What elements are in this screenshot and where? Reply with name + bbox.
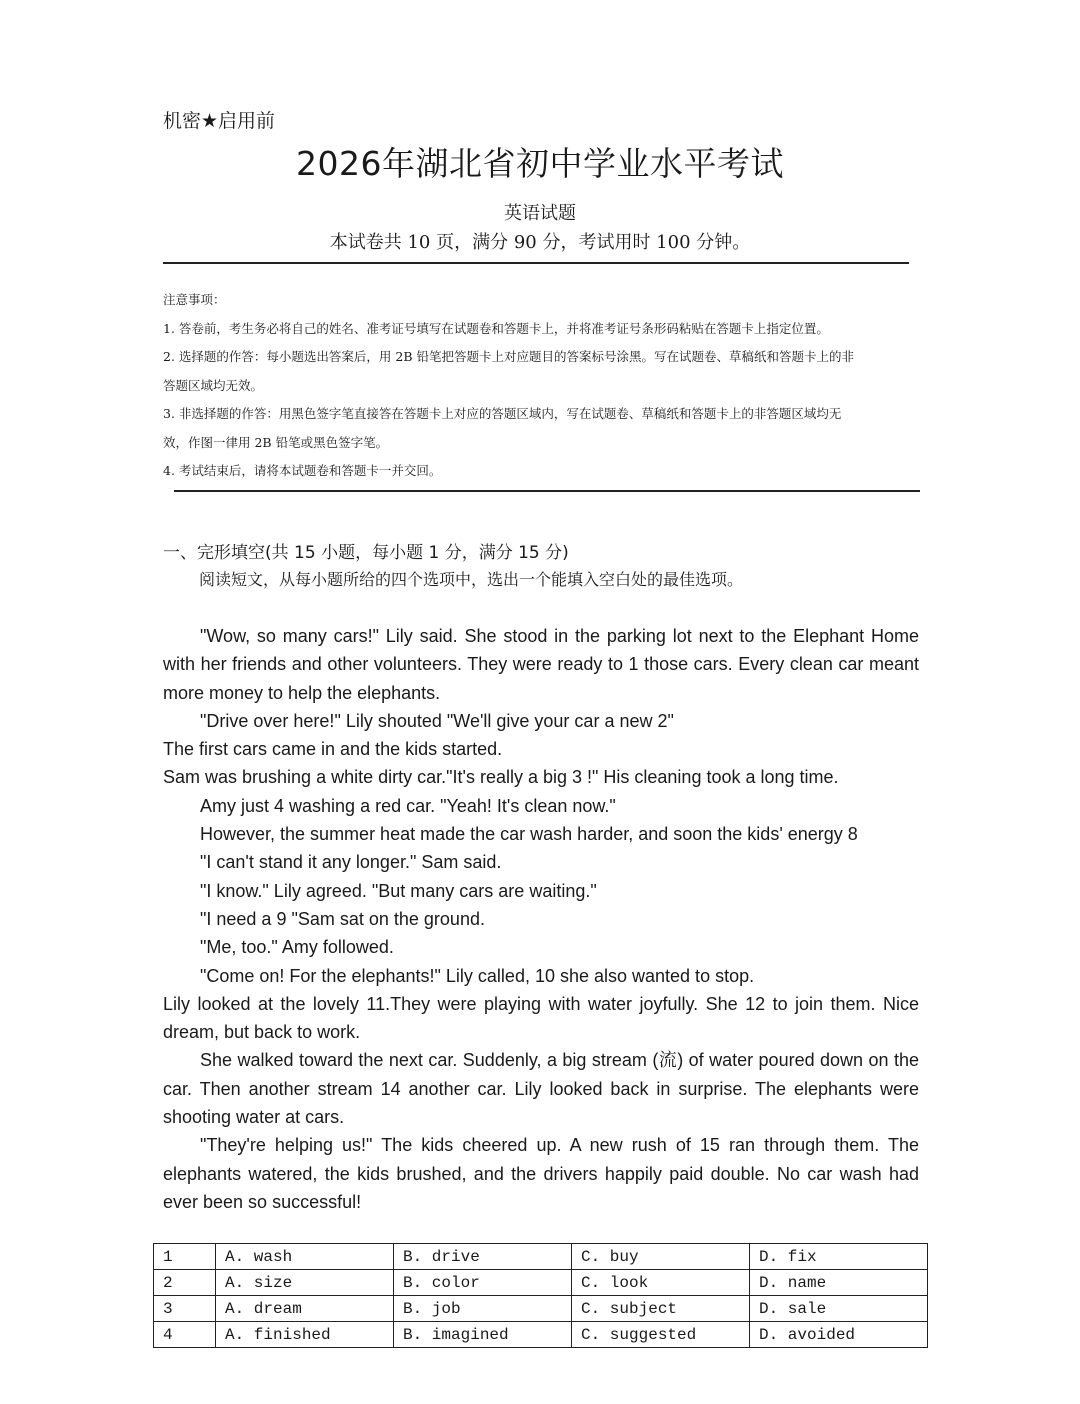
table-row — [154, 1270, 928, 1296]
section-instruction: 阅读短文，从每小题所给的四个选项中，选出一个能填入空白处的最佳选项。 — [199, 570, 744, 589]
option-a: A. dream — [216, 1296, 394, 1322]
options-table — [153, 1243, 928, 1348]
notice-line: 效，作图一律用 2B 铅笔或黑色签字笔。 — [163, 434, 389, 450]
option-d: D. fix — [750, 1244, 928, 1270]
passage-paragraph: Lily looked at the lovely 11.They were playing with water joyfully. She 12 to join them. Nice dream, but back to work. — [163, 993, 919, 1043]
option-d: D. sale — [750, 1296, 928, 1322]
exam-subject: 英语试题 — [504, 203, 576, 224]
divider-top — [163, 262, 909, 264]
passage-paragraph: Amy just 4 washing a red car. "Yeah! It's clean now." — [200, 795, 616, 816]
divider-bottom — [174, 490, 920, 492]
option-b: B. job — [394, 1296, 572, 1322]
option-a: A. finished — [216, 1322, 394, 1348]
exam-info: 本试卷共 10 页，满分 90 分，考试用时 100 分钟。 — [329, 232, 751, 253]
table-row — [154, 1322, 928, 1348]
passage-paragraph: "Come on! For the elephants!" Lily called, 10 she also wanted to stop. — [200, 965, 755, 986]
passage-paragraph: "I know." Lily agreed. "But many cars are waiting." — [200, 880, 597, 901]
question-number: 3 — [154, 1296, 216, 1322]
option-a: A. size — [216, 1270, 394, 1296]
option-c: C. look — [572, 1270, 750, 1296]
option-c: C. buy — [572, 1244, 750, 1270]
exam-title: 2026年湖北省初中学业水平考试 — [296, 144, 784, 183]
notice-line: 答题区域均无效。 — [163, 377, 264, 393]
notice-line: 2. 选择题的作答：每小题选出答案后，用 2B 铅笔把答题卡上对应题目的答案标号涂黑。写在试题卷、草稿纸和答题卡上的非 — [163, 349, 854, 364]
question-number: 2 — [154, 1270, 216, 1296]
passage-paragraph: The first cars came in and the kids started. — [163, 739, 503, 760]
passage-paragraph: "They're helping us!" The kids cheered up. A new rush of 15 ran through them. The elephants watered, the kids brushed, and the drivers happily paid double. No car wash had ever been so successful! — [163, 1135, 919, 1212]
option-d: D. name — [750, 1270, 928, 1296]
table-row — [154, 1244, 928, 1270]
option-b: B. drive — [394, 1244, 572, 1270]
option-b: B. color — [394, 1270, 572, 1296]
passage-paragraph: She walked toward the next car. Suddenly, a big stream (流) of water poured down on the car. Then another stream 14 another car. Lily looked back in surprise. The elephants were shooting water at cars. — [163, 1050, 919, 1128]
option-b: B. imagined — [394, 1322, 572, 1348]
passage-paragraph: "Me, too." Amy followed. — [200, 937, 394, 958]
passage-paragraph: "I need a 9 "Sam sat on the ground. — [200, 908, 485, 929]
notice-line: 3. 非选择题的作答：用黑色签字笔直接答在答题卡上对应的答题区域内，写在试题卷、草稿纸和答题卡上的非答题区域均无 — [163, 406, 842, 421]
question-number: 4 — [154, 1322, 216, 1348]
notice-line: 1. 答卷前，考生务必将自己的姓名、准考证号填写在试题卷和答题卡上，并将准考证号条形码粘贴在答题卡上指定位置。 — [163, 320, 829, 336]
confidential-label: 机密★启用前 — [163, 110, 276, 132]
notice-heading: 注意事项： — [163, 292, 226, 307]
passage-paragraph: However, the summer heat made the car wash harder, and soon the kids' energy 8 — [200, 824, 858, 845]
notice-line: 4. 考试结束后，请将本试题卷和答题卡一并交回。 — [163, 463, 442, 478]
passage-paragraph: "I can't stand it any longer." Sam said. — [200, 852, 502, 873]
option-d: D. avoided — [750, 1322, 928, 1348]
option-c: C. suggested — [572, 1322, 750, 1348]
question-number: 1 — [154, 1244, 216, 1270]
section-heading: 一、完形填空(共 15 小题，每小题 1 分，满分 15 分) — [163, 543, 569, 563]
table-row — [154, 1296, 928, 1322]
option-c: C. subject — [572, 1296, 750, 1322]
passage-paragraph: "Wow, so many cars!" Lily said. She stood in the parking lot next to the Elephant Home with her friends and other volunteers. They were ready to 1 those cars. Every clean car meant more money to help the elephants. — [163, 626, 919, 703]
passage-paragraph: Sam was brushing a white dirty car."It's really a big 3 !" His cleaning took a long time. — [163, 767, 839, 788]
passage-paragraph: "Drive over here!" Lily shouted "We'll give your car a new 2" — [200, 710, 674, 731]
notice-block — [163, 286, 920, 486]
option-a: A. wash — [216, 1244, 394, 1270]
cloze-passage — [163, 622, 919, 1216]
